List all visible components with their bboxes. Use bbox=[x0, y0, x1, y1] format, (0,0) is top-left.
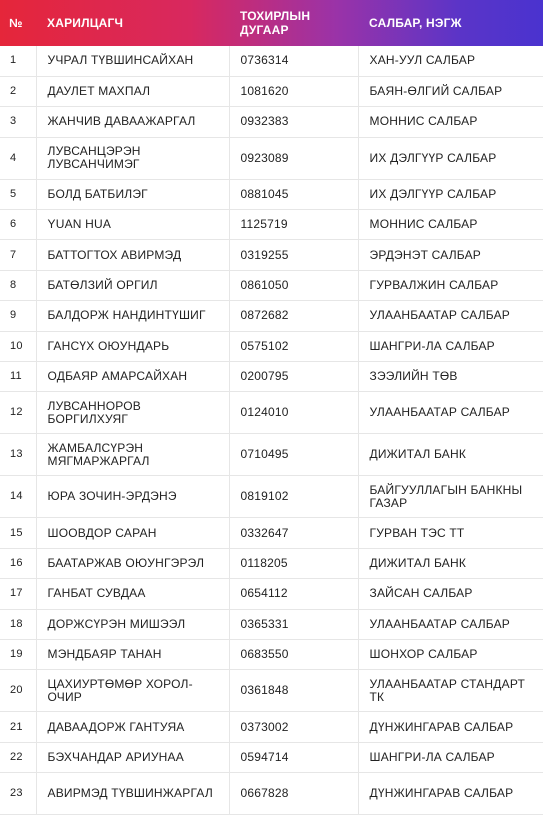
cell-agreement-number: 0683550 bbox=[229, 639, 358, 669]
cell-agreement-number: 0881045 bbox=[229, 179, 358, 209]
cell-number: 12 bbox=[0, 392, 36, 434]
cell-number: 4 bbox=[0, 137, 36, 179]
cell-number: 23 bbox=[0, 773, 36, 815]
cell-branch: ЗАЙСАН САЛБАР bbox=[358, 579, 543, 609]
cell-number: 5 bbox=[0, 179, 36, 209]
cell-customer: УЧРАЛ ТҮВШИНСАЙХАН bbox=[36, 46, 229, 76]
cell-branch: ХАН-УУЛ САЛБАР bbox=[358, 46, 543, 76]
cell-agreement-number: 0124010 bbox=[229, 392, 358, 434]
cell-customer: ДАВААДОРЖ ГАНТУЯА bbox=[36, 712, 229, 742]
cell-branch: ШАНГРИ-ЛА САЛБАР bbox=[358, 331, 543, 361]
cell-branch: ШАНГРИ-ЛА САЛБАР bbox=[358, 742, 543, 772]
cell-number: 13 bbox=[0, 434, 36, 476]
table-row bbox=[0, 579, 543, 609]
cell-branch: ДҮНЖИНГАРАВ САЛБАР bbox=[358, 773, 543, 815]
cell-customer: ЮРА ЗОЧИН-ЭРДЭНЭ bbox=[36, 476, 229, 518]
cell-agreement-number: 0319255 bbox=[229, 240, 358, 270]
cell-customer: БАЛДОРЖ НАНДИНТҮШИГ bbox=[36, 301, 229, 331]
cell-branch: ДИЖИТАЛ БАНК bbox=[358, 434, 543, 476]
cell-customer: ГАНБАТ СУВДАА bbox=[36, 579, 229, 609]
table-row bbox=[0, 639, 543, 669]
table-row bbox=[0, 331, 543, 361]
cell-number: 20 bbox=[0, 670, 36, 712]
table-row bbox=[0, 434, 543, 476]
cell-agreement-number: 0861050 bbox=[229, 270, 358, 300]
cell-customer: АВИРМЭД ТҮВШИНЖАРГАЛ bbox=[36, 773, 229, 815]
table-row bbox=[0, 76, 543, 106]
table-row bbox=[0, 548, 543, 578]
cell-number: 9 bbox=[0, 301, 36, 331]
cell-agreement-number: 0667828 bbox=[229, 773, 358, 815]
cell-agreement-number: 0710495 bbox=[229, 434, 358, 476]
table-row bbox=[0, 773, 543, 815]
cell-agreement-number: 0923089 bbox=[229, 137, 358, 179]
cell-number: 22 bbox=[0, 742, 36, 772]
cell-branch: ЭРДЭНЭТ САЛБАР bbox=[358, 240, 543, 270]
cell-number: 11 bbox=[0, 362, 36, 392]
cell-branch: УЛААНБААТАР САЛБАР bbox=[358, 392, 543, 434]
cell-agreement-number: 0654112 bbox=[229, 579, 358, 609]
cell-agreement-number: 1125719 bbox=[229, 210, 358, 240]
table-row bbox=[0, 107, 543, 137]
table-row bbox=[0, 476, 543, 518]
cell-customer: ЖАНЧИВ ДАВААЖАРГАЛ bbox=[36, 107, 229, 137]
cell-agreement-number: 0118205 bbox=[229, 548, 358, 578]
cell-agreement-number: 0932383 bbox=[229, 107, 358, 137]
cell-number: 2 bbox=[0, 76, 36, 106]
cell-number: 8 bbox=[0, 270, 36, 300]
table-row bbox=[0, 712, 543, 742]
table-header bbox=[0, 0, 543, 46]
table-row bbox=[0, 518, 543, 548]
cell-branch: ИХ ДЭЛГҮҮР САЛБАР bbox=[358, 137, 543, 179]
cell-branch: ДИЖИТАЛ БАНК bbox=[358, 548, 543, 578]
cell-customer: БАТӨЛЗИЙ ОРГИЛ bbox=[36, 270, 229, 300]
cell-number: 21 bbox=[0, 712, 36, 742]
table-row bbox=[0, 392, 543, 434]
cell-customer: ДАУЛЕТ МАХПАЛ bbox=[36, 76, 229, 106]
cell-agreement-number: 0361848 bbox=[229, 670, 358, 712]
cell-agreement-number: 0594714 bbox=[229, 742, 358, 772]
cell-customer: ЖАМБАЛСҮРЭН МЯГМАРЖАРГАЛ bbox=[36, 434, 229, 476]
cell-branch: ИХ ДЭЛГҮҮР САЛБАР bbox=[358, 179, 543, 209]
table-row bbox=[0, 742, 543, 772]
cell-number: 16 bbox=[0, 548, 36, 578]
cell-agreement-number: 0819102 bbox=[229, 476, 358, 518]
table-row bbox=[0, 301, 543, 331]
cell-branch: ЗЭЭЛИЙН ТӨВ bbox=[358, 362, 543, 392]
cell-customer: ОДБАЯР АМАРСАЙХАН bbox=[36, 362, 229, 392]
cell-agreement-number: 0365331 bbox=[229, 609, 358, 639]
cell-number: 10 bbox=[0, 331, 36, 361]
cell-branch: БАЯН-ӨЛГИЙ САЛБАР bbox=[358, 76, 543, 106]
header-branch: САЛБАР, НЭГЖ bbox=[369, 16, 462, 30]
table-row bbox=[0, 362, 543, 392]
cell-customer: ШООВДОР САРАН bbox=[36, 518, 229, 548]
cell-number: 18 bbox=[0, 609, 36, 639]
table-row bbox=[0, 609, 543, 639]
cell-number: 19 bbox=[0, 639, 36, 669]
cell-agreement-number: 0200795 bbox=[229, 362, 358, 392]
cell-customer: МЭНДБАЯР ТАНАН bbox=[36, 639, 229, 669]
table-row bbox=[0, 240, 543, 270]
cell-customer: ЛУВСАННОРОВ БОРГИЛХУЯГ bbox=[36, 392, 229, 434]
cell-agreement-number: 0373002 bbox=[229, 712, 358, 742]
header-row bbox=[0, 0, 543, 46]
table-row bbox=[0, 210, 543, 240]
cell-customer: БАТТОГТОХ АВИРМЭД bbox=[36, 240, 229, 270]
table-row bbox=[0, 46, 543, 76]
table-row bbox=[0, 179, 543, 209]
cell-customer: ДОРЖСҮРЭН МИШЭЭЛ bbox=[36, 609, 229, 639]
cell-agreement-number: 0872682 bbox=[229, 301, 358, 331]
cell-agreement-number: 1081620 bbox=[229, 76, 358, 106]
cell-number: 1 bbox=[0, 46, 36, 76]
cell-customer: YUAN HUA bbox=[36, 210, 229, 240]
table-row bbox=[0, 270, 543, 300]
cell-customer: ЛУВСАНЦЭРЭН ЛУВСАНЧИМЭГ bbox=[36, 137, 229, 179]
cell-branch: ШОНХОР САЛБАР bbox=[358, 639, 543, 669]
cell-agreement-number: 0736314 bbox=[229, 46, 358, 76]
cell-agreement-number: 0332647 bbox=[229, 518, 358, 548]
cell-customer: БОЛД БАТБИЛЭГ bbox=[36, 179, 229, 209]
cell-branch: УЛААНБААТАР САЛБАР bbox=[358, 609, 543, 639]
cell-branch: МОННИС САЛБАР bbox=[358, 210, 543, 240]
table-body bbox=[0, 46, 543, 815]
cell-branch: ГУРВАН ТЭС ТТ bbox=[358, 518, 543, 548]
cell-customer: БЭХЧАНДАР АРИУНАА bbox=[36, 742, 229, 772]
cell-number: 6 bbox=[0, 210, 36, 240]
header-number: № bbox=[9, 16, 23, 30]
cell-branch: МОННИС САЛБАР bbox=[358, 107, 543, 137]
header-customer: ХАРИЛЦАГЧ bbox=[47, 16, 124, 30]
cell-number: 7 bbox=[0, 240, 36, 270]
table-row bbox=[0, 670, 543, 712]
cell-customer: ГАНСҮХ ОЮУНДАРЬ bbox=[36, 331, 229, 361]
cell-branch: УЛААНБААТАР СТАНДАРТ ТК bbox=[358, 670, 543, 712]
cell-number: 14 bbox=[0, 476, 36, 518]
header-agreement-number: ТОХИРЛЫН ДУГААР bbox=[240, 9, 311, 37]
cell-number: 3 bbox=[0, 107, 36, 137]
cell-number: 15 bbox=[0, 518, 36, 548]
cell-customer: ЦАХИУРТӨМӨР ХОРОЛ-ОЧИР bbox=[36, 670, 229, 712]
cell-branch: ДҮНЖИНГАРАВ САЛБАР bbox=[358, 712, 543, 742]
table-row bbox=[0, 137, 543, 179]
cell-branch: ГУРВАЛЖИН САЛБАР bbox=[358, 270, 543, 300]
cell-customer: БААТАРЖАВ ОЮУНГЭРЭЛ bbox=[36, 548, 229, 578]
cell-agreement-number: 0575102 bbox=[229, 331, 358, 361]
cell-branch: БАЙГУУЛЛАГЫН БАНКНЫ ГАЗАР bbox=[358, 476, 543, 518]
cell-branch: УЛААНБААТАР САЛБАР bbox=[358, 301, 543, 331]
cell-number: 17 bbox=[0, 579, 36, 609]
